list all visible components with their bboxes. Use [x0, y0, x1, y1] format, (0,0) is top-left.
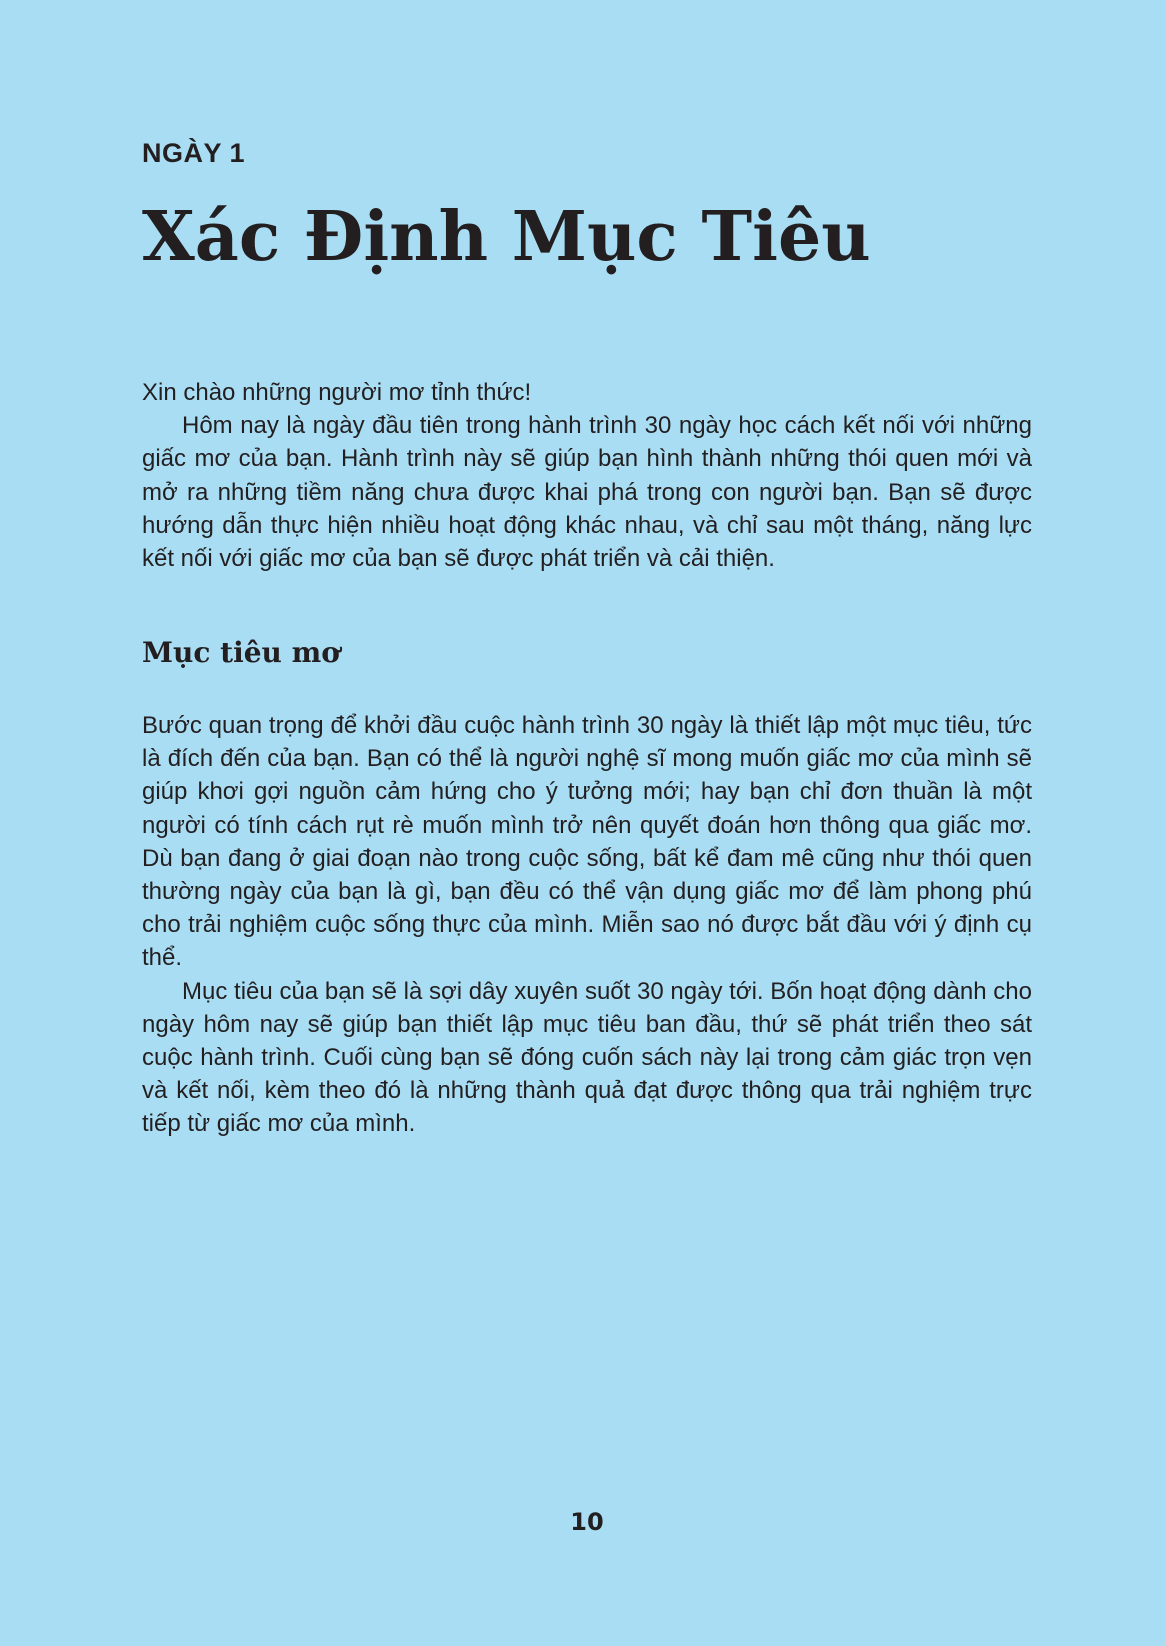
- body-paragraph: Mục tiêu của bạn sẽ là sợi dây xuyên suốt 30 ngày tới. Bốn hoạt động dành cho ngày hôm nay sẽ giúp bạn thiết lập mục tiêu ban đầu, thứ sẽ phát triển theo sát cuộc hành trình. Cuối cùng bạn sẽ đóng cuốn sách này lại trong cảm giác trọn vẹn và kết nối, kèm theo đó là những thành quả đạt được thông qua trải nghiệm trực tiếp từ giấc mơ của mình.: [142, 977, 1032, 1138]
- body-paragraph: Bước quan trọng để khởi đầu cuộc hành trình 30 ngày là thiết lập một mục tiêu, tức là đích đến của bạn. Bạn có thể là người nghệ sĩ mong muốn giấc mơ của mình sẽ giúp khơi gợi nguồn cảm hứng cho ý tưởng mới; hay bạn chỉ đơn thuần là một người có tính cách rụt rè muốn mình trở nên quyết đoán hơn thông qua giấc mơ. Dù bạn đang ở giai đoạn nào trong cuộc sống, bất kể đam mê cũng như thói quen thường ngày của bạn là gì, bạn đều có thể vận dụng giấc mơ để làm phong phú cho trải nghiệm cuộc sống thực của mình. Miễn sao nó được bắt đầu với ý định cụ thể.: [142, 712, 1032, 972]
- page-number: 10: [570, 1508, 604, 1536]
- section-body: [142, 709, 1032, 1141]
- book-page: [142, 0, 1032, 1646]
- intro-paragraph: Hôm nay là ngày đầu tiên trong hành trình 30 ngày học cách kết nối với những giấc mơ của bạn. Hành trình này sẽ giúp bạn hình thành những thói quen mới và mở ra những tiềm năng chưa được khai phá trong con người bạn. Bạn sẽ được hướng dẫn thực hiện nhiều hoạt động khác nhau, và chỉ sau một tháng, năng lực kết nối với giấc mơ của bạn sẽ được phát triển và cải thiện.: [142, 412, 1032, 573]
- section-title: Mục tiêu mơ: [142, 636, 340, 669]
- day-label: NGÀY 1: [142, 138, 246, 168]
- intro-section: [142, 376, 1032, 575]
- intro-greeting: Xin chào những người mơ tỉnh thức!: [142, 379, 532, 406]
- page-title: Xác Định Mục Tiêu: [142, 197, 871, 277]
